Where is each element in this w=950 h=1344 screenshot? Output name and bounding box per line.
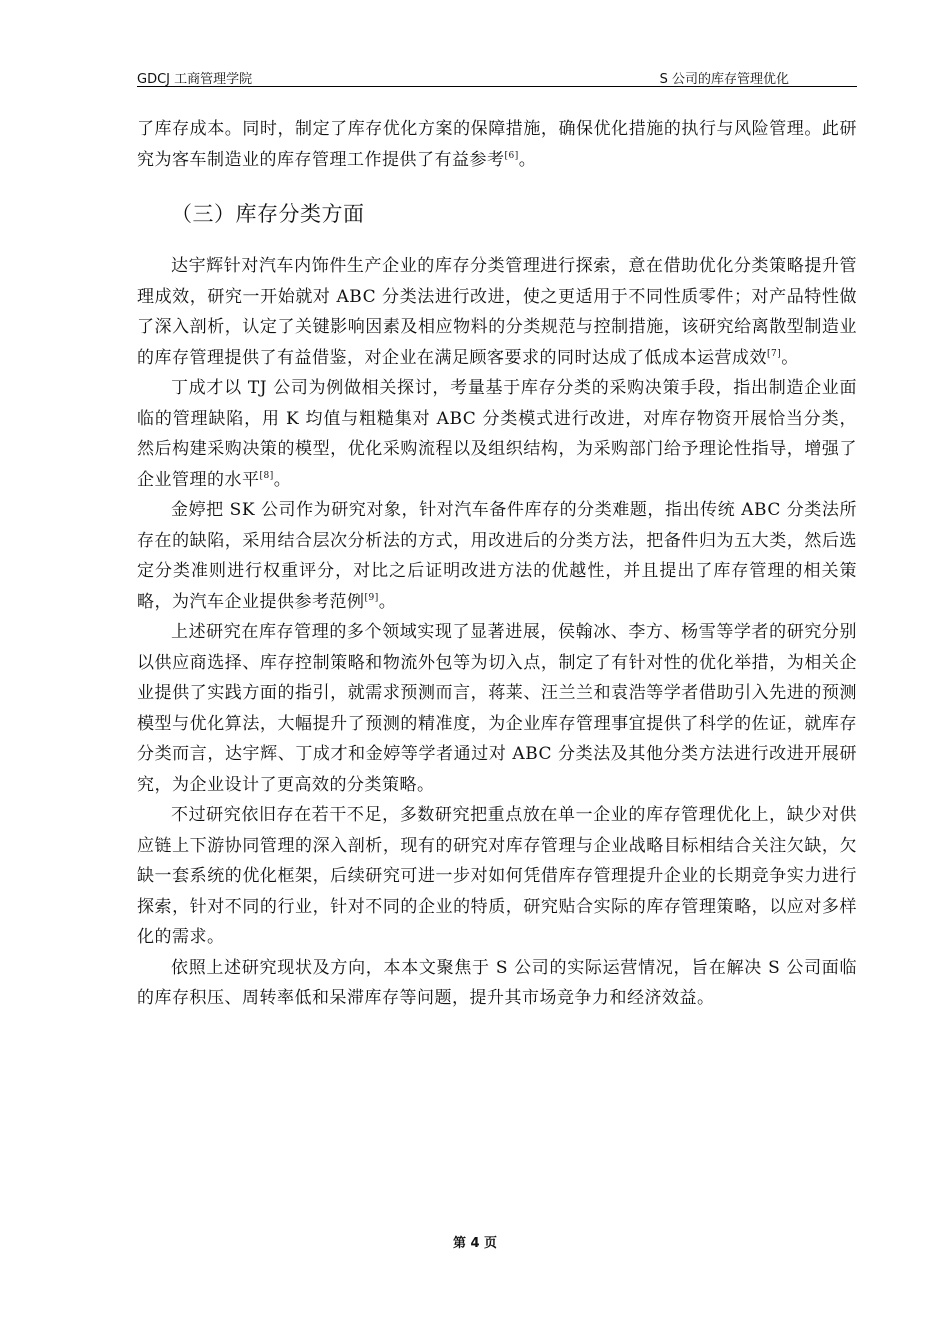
header-institution: GDCJ 工商管理学院 xyxy=(137,72,253,87)
paragraph: 上述研究在库存管理的多个领域实现了显著进展，侯翰冰、李方、杨雪等学者的研究分别以供应商选择、库存控制策略和物流外包等为切入点，制定了有针对性的优化举措，为相关企业提供了实践方面的指引，就需求预测而言，蒋莱、汪兰兰和袁浩等学者借助引入先进的预测模型与优化算法，大幅提升了预测的精准度，为企业库存管理事宜提供了科学的佐证，就库存分类而言，达宇辉、丁成才和金婷等学者通过对 ABC 分类法及其他分类方法进行改进开展研究，为企业设计了更高效的分类策略。 xyxy=(137,622,857,795)
citation-ref: [8] xyxy=(259,470,274,481)
paragraph-end: 。 xyxy=(781,347,799,368)
paragraph-text: 达宇辉针对汽车内饰件生产企业的库存分类管理进行探索，意在借助优化分类策略提升管理成效，研究一开始就对 ABC 分类法进行改进，使之更适用于不同性质零件；对产品特性做了深入剖析，认定了关键影响因素及相应物料的分类规范与控制措施，该研究给离散型制造业的库存管理提供了有益借鉴，对企业在满足顾客要求的同时达成了低成本运营成效 xyxy=(137,256,857,368)
paragraph: 依照上述研究现状及方向，本本文聚焦于 S 公司的实际运营情况，旨在解决 S 公司面临的库存积压、周转率低和呆滞库存等问题，提升其市场竞争力和经济效益。 xyxy=(137,957,857,1008)
paragraph-end: 。 xyxy=(273,469,292,490)
header-title: S 公司的库存管理优化 xyxy=(659,72,789,87)
page-number: 第 4 页 xyxy=(452,1236,498,1251)
paragraph-continued xyxy=(137,114,857,175)
paragraph-end: 。 xyxy=(378,591,397,612)
paragraph-text: 丁成才以 TJ 公司为例做相关探讨，考量基于库存分类的采购决策手段，指出制造企业面临的管理缺陷，用 K 均值与粗糙集对 ABC 分类模式进行改进，对库存物资开展恰当分类，然后构建采购决策的模型，优化采购流程以及组织结构，为采购部门给予理论性指导，增强了企业管理的水平 xyxy=(137,378,857,490)
paragraph-text: 金婷把 SK 公司作为研究对象，针对汽车备件库存的分类难题，指出传统 ABC 分类法所存在的缺陷，采用结合层次分析法的方式，用改进后的分类方法，把备件归为五大类，然后选定分类准则进行权重评分，对比之后证明改进方法的优越性，并且提出了库存管理的相关策略，为汽车企业提供参考范例 xyxy=(137,500,857,612)
paragraph: 不过研究依旧存在若干不足，多数研究把重点放在单一企业的库存管理优化上，缺少对供应链上下游协同管理的深入剖析，现有的研究对库存管理与企业战略目标相结合关注欠缺，欠缺一套系统的优化框架，后续研究可进一步对如何凭借库存管理提升企业的长期竞争实力进行探索，针对不同的行业，针对不同的企业的特质，研究贴合实际的库存管理策略，以应对多样化的需求。 xyxy=(137,805,857,947)
citation-ref: [9] xyxy=(364,592,379,603)
body-text xyxy=(137,114,857,1014)
paragraph xyxy=(137,251,857,373)
page-header xyxy=(137,64,857,87)
citation-ref: [7] xyxy=(767,348,782,359)
citation-ref: [6] xyxy=(504,150,519,161)
section-heading: （三）库存分类方面 xyxy=(171,202,365,226)
paragraph-end: 。 xyxy=(518,149,537,170)
paragraph-text: 了库存成本。同时，制定了库存优化方案的保障措施，确保优化措施的执行与风险管理。此研究为客车制造业的库存管理工作提供了有益参考 xyxy=(137,119,857,170)
paragraph xyxy=(137,495,857,617)
paragraph xyxy=(137,373,857,495)
